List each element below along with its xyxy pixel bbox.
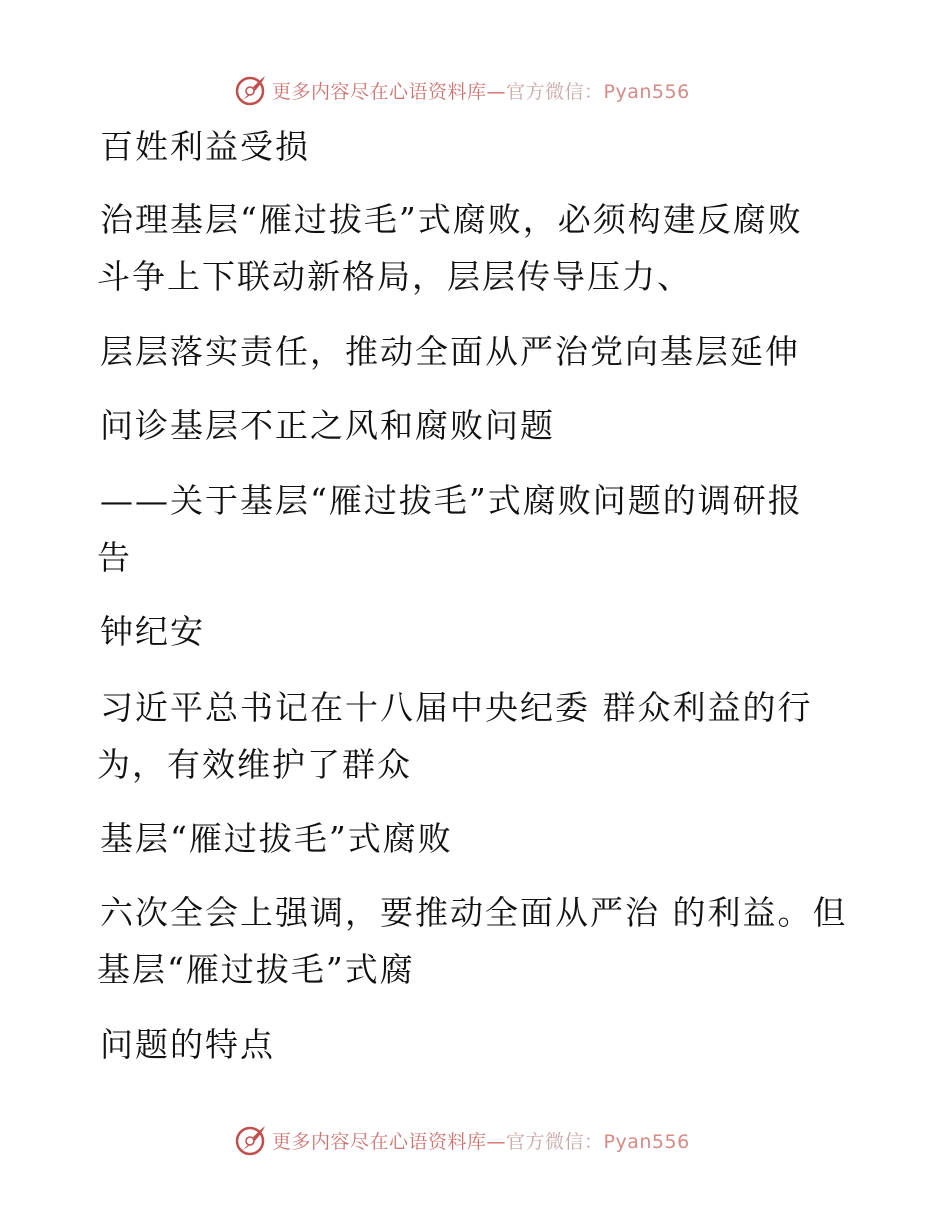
doc-line-4: 层层落实责任，推动全面从严治党向基层延伸 (100, 332, 800, 371)
header-account: Pyan556 (603, 80, 690, 103)
footer-account: Pyan556 (603, 1130, 690, 1153)
header-dash: — (486, 80, 507, 103)
doc-line-7: 告 (97, 538, 132, 577)
doc-line-8: 钟纪安 (100, 612, 205, 651)
doc-line-13: 基层“雁过拔毛”式腐 (97, 950, 415, 989)
header-site-text: 更多内容尽在心语资料库 (272, 80, 487, 103)
doc-line-10: 为，有效维护了群众 (97, 745, 412, 784)
doc-line-2: 治理基层“雁过拔毛”式腐败，必须构建反腐败 (100, 200, 803, 239)
doc-line-12: 六次全会上强调，要推动全面从严治 的利益。但 (100, 893, 848, 932)
footer-wechat-label: 官方微信： (506, 1130, 604, 1153)
header-wechat-label: 官方微信： (506, 80, 604, 103)
footer-banner (234, 1120, 690, 1160)
footer-site-text: 更多内容尽在心语资料库 (272, 1130, 487, 1153)
footer-banner-text (272, 1127, 690, 1154)
doc-line-5: 问诊基层不正之风和腐败问题 (100, 406, 555, 445)
doc-line-3: 斗争上下联动新格局，层层传导压力、 (97, 257, 692, 296)
doc-line-1: 百姓利益受损 (100, 127, 310, 166)
doc-line-9: 习近平总书记在十八届中央纪委 群众利益的行 (100, 688, 813, 727)
doc-line-11: 基层“雁过拔毛”式腐败 (100, 819, 453, 858)
doc-line-6: ——关于基层“雁过拔毛”式腐败问题的调研报 (100, 481, 803, 520)
doc-line-14: 问题的特点 (100, 1025, 275, 1064)
feather-pen-logo-icon (234, 1123, 268, 1157)
footer-dash: — (486, 1130, 507, 1153)
